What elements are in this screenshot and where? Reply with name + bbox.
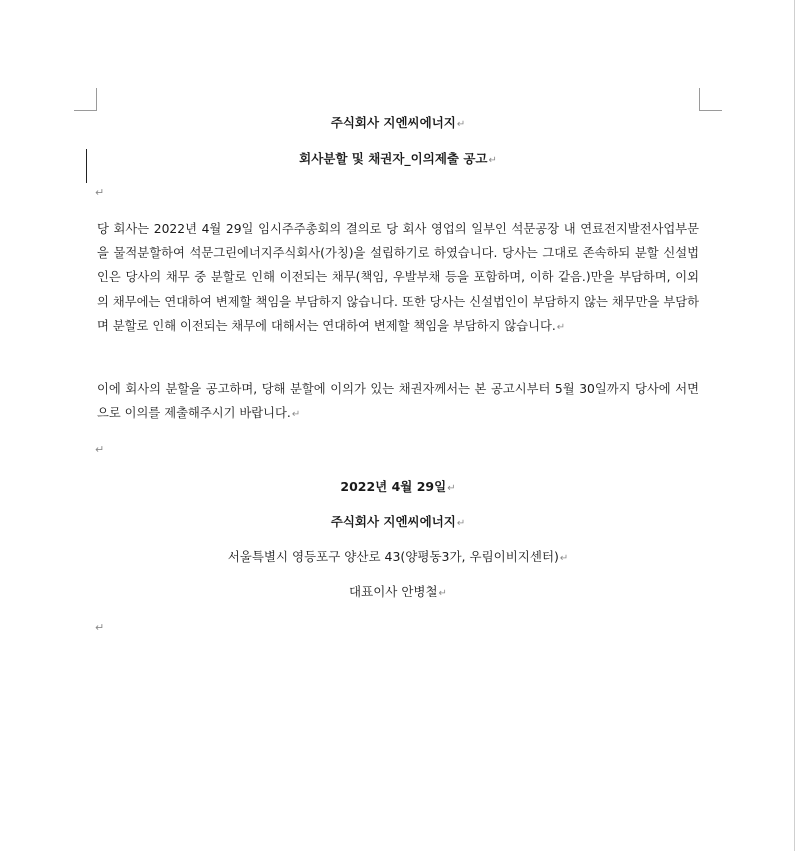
paragraph-mark-icon: ↵ xyxy=(438,588,447,599)
paragraph-mark-icon: ↵ xyxy=(447,483,456,494)
paragraph-mark-icon: ↵ xyxy=(488,155,497,166)
paragraph-mark-icon: ↵ xyxy=(291,409,301,421)
crop-mark-top-left xyxy=(74,88,97,111)
paragraph-mark-icon: ↵ xyxy=(95,443,105,456)
empty-paragraph[interactable] xyxy=(95,186,104,199)
paragraph-mark-icon: ↵ xyxy=(559,553,569,564)
notice-date[interactable]: 2022년 4월 29일↵ xyxy=(340,479,456,494)
paragraph-mark-icon: ↵ xyxy=(95,621,105,634)
empty-paragraph[interactable] xyxy=(95,443,104,456)
empty-paragraph[interactable] xyxy=(95,621,104,634)
body-paragraph-2[interactable]: 이에 회사의 분할을 공고하며, 당해 분할에 이의가 있는 채권자께서는 본 공고시부터 5월 30일까지 당사에 서면으로 이의를 제출해주시기 바랍니다.↵ xyxy=(97,382,699,421)
text-cursor xyxy=(86,149,87,183)
paragraph-mark-icon: ↵ xyxy=(556,321,566,333)
representative-name[interactable]: 대표이사 안병철↵ xyxy=(349,584,447,599)
paragraph-mark-icon: ↵ xyxy=(456,119,466,130)
company-heading[interactable]: 주식회사 지엔씨에너지↵ xyxy=(330,115,466,130)
body-paragraph-1[interactable]: 당 회사는 2022년 4월 29일 임시주주총회의 결의로 당 회사 영업의 일부인 석문공장 내 연료전지발전사업부문을 물적분할하여 석문그린에너지주식회사(가칭)을 설립하기로 하였습니다. 당사는 그대로 존속하되 분할 신설법인은 당사의 채무 중 분할로 인해 이전되는 채무(책임, 우발부채 등을 포함하며, 이하 같음.)만을 부담하며, 이외의 채무에는 연대하여 변제할 책임을 부담하지 않습니다. 또한 당사는 신설법인이 부담하지 않는 채무만을 부담하며 분할로 인해 이전되는 채무에 대해서는 연대하여 변제할 책임을 부담하지 않습니다.↵ xyxy=(97,222,699,333)
paragraph-mark-icon: ↵ xyxy=(456,518,466,529)
paragraph-mark-icon: ↵ xyxy=(95,186,105,199)
signature-company[interactable]: 주식회사 지엔씨에너지↵ xyxy=(330,514,466,529)
crop-mark-top-right xyxy=(699,88,722,111)
company-address[interactable]: 서울특별시 영등포구 양산로 43(양평동3가, 우림이비지센터)↵ xyxy=(227,549,569,564)
notice-title[interactable]: 회사분할 및 채권자_이의제출 공고↵ xyxy=(299,151,497,166)
